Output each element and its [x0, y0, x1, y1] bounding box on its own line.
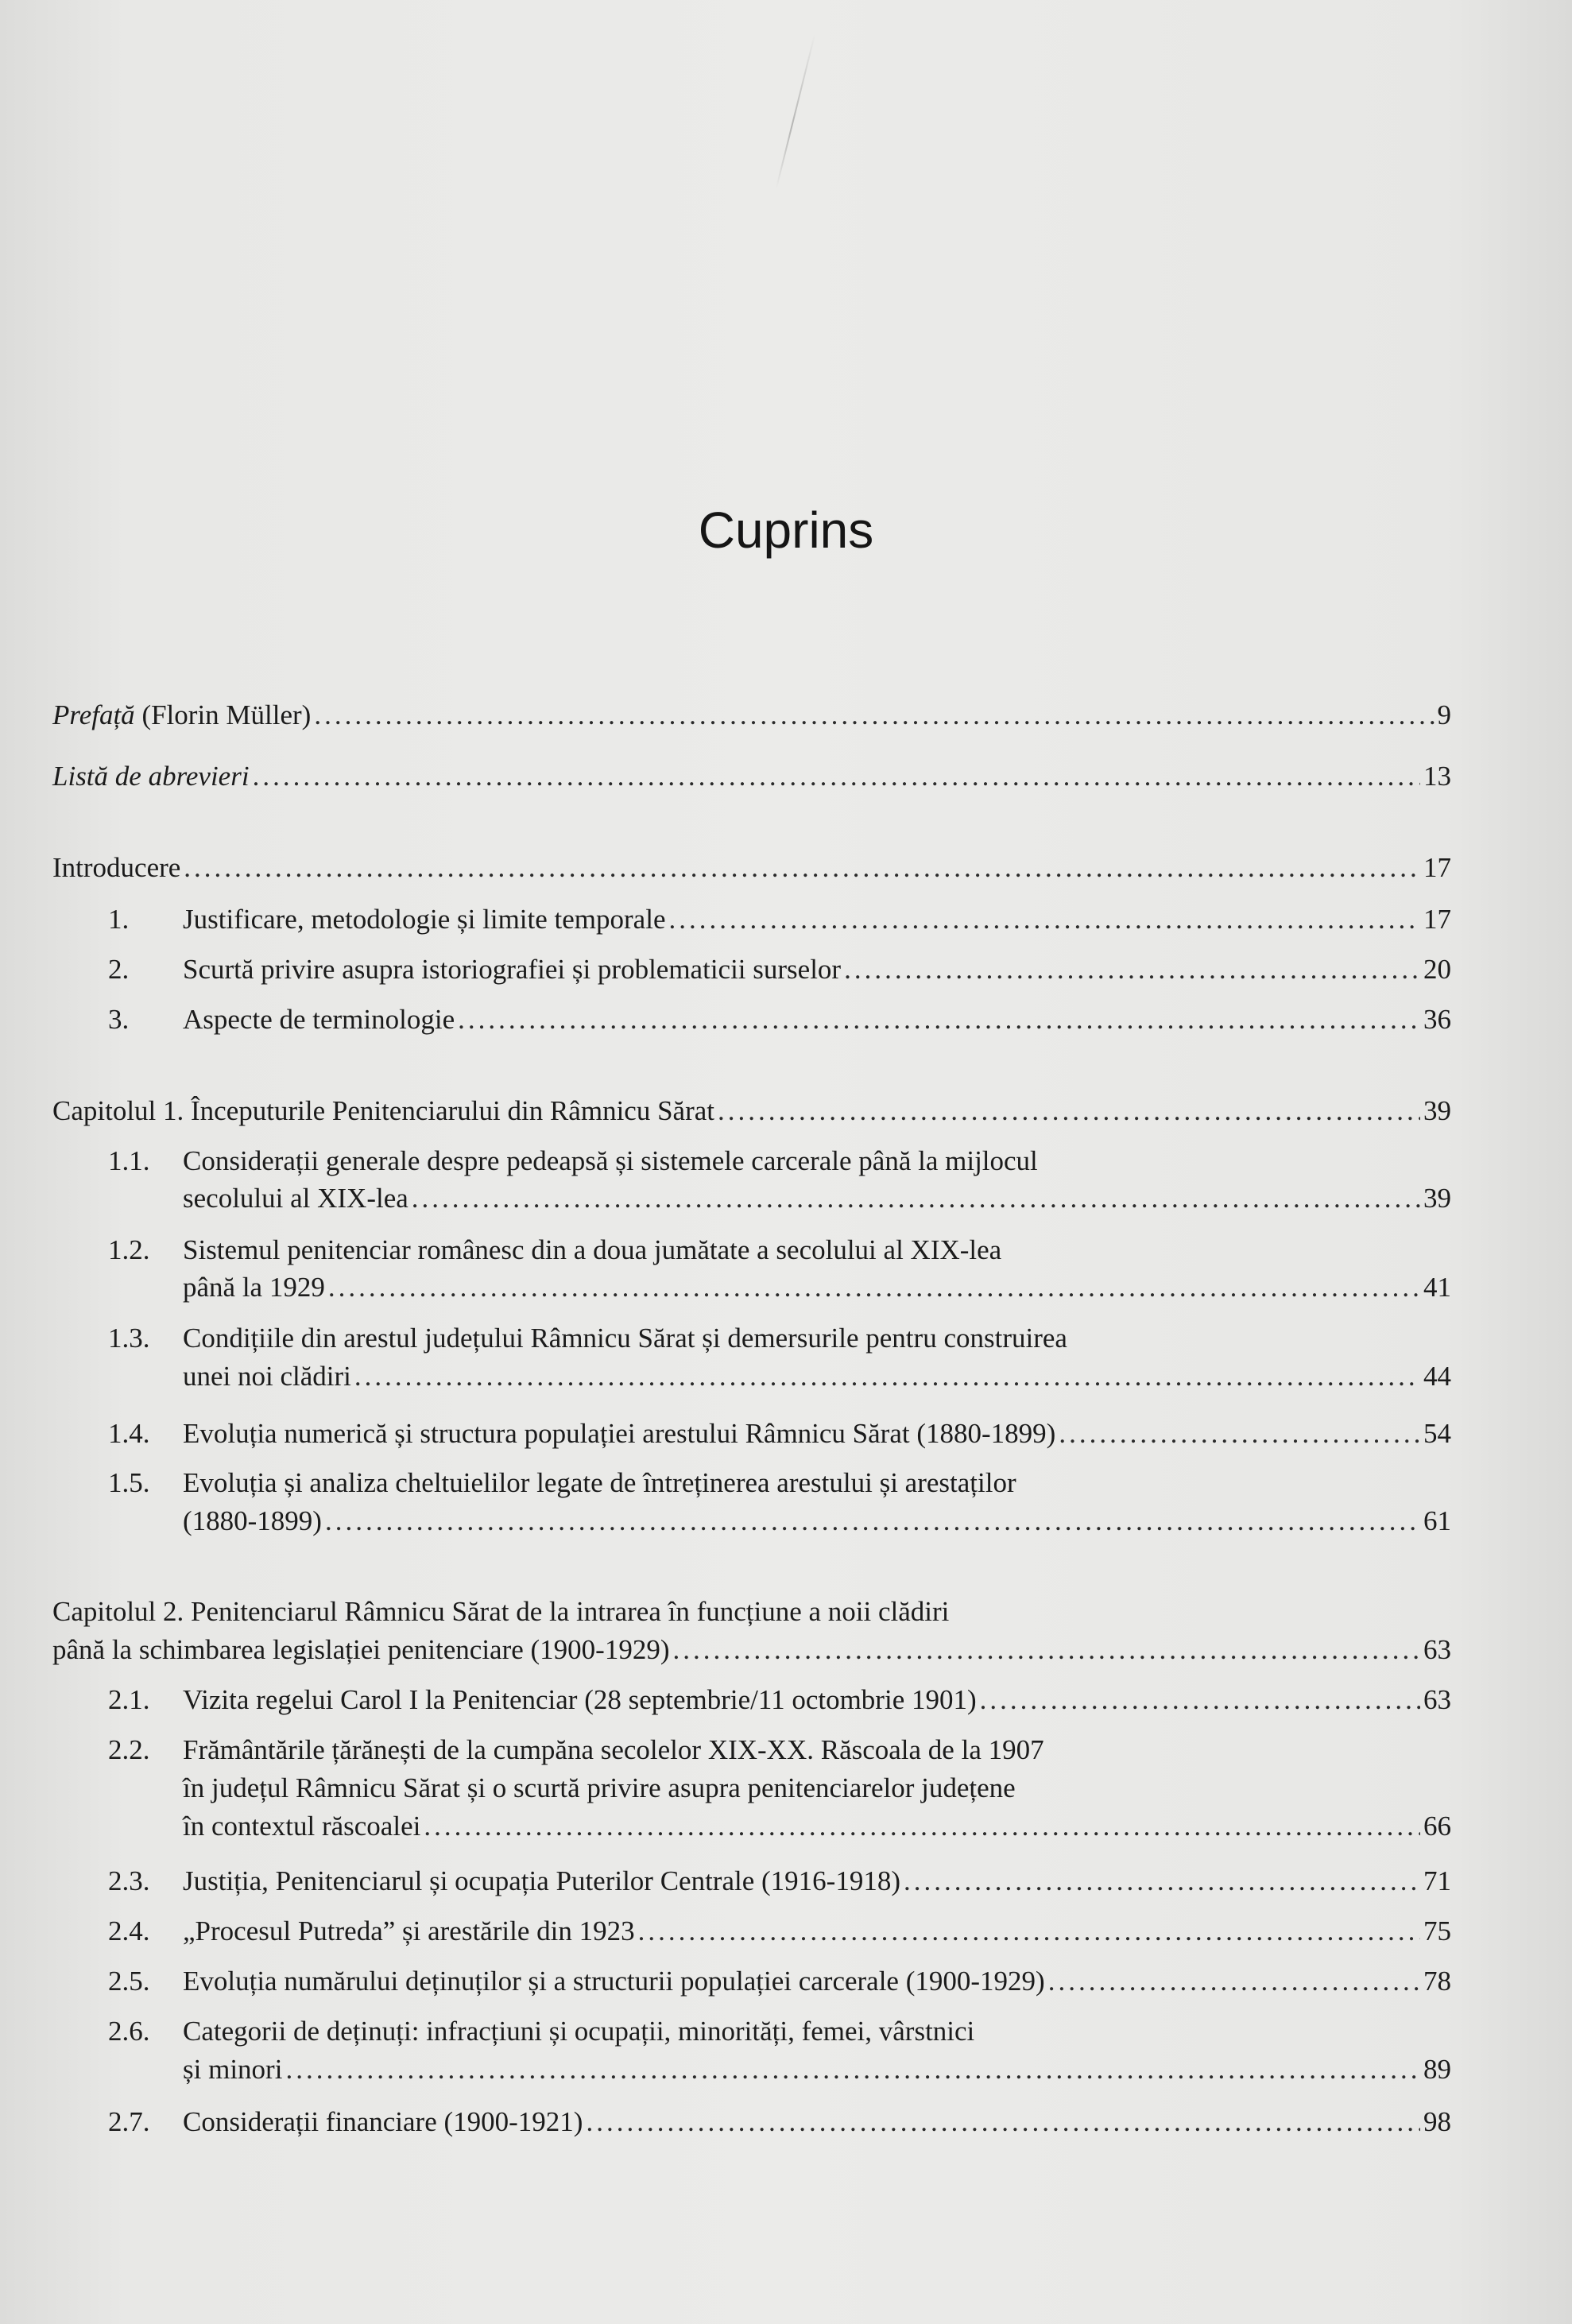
toc-leader-dots	[354, 1358, 1420, 1396]
toc-entry-text: Evoluția numerică și structura populației arestului Râmnicu Sărat (1880-1899)	[183, 1418, 1056, 1449]
toc-entry-cap1-1-continued[interactable]	[183, 1179, 1451, 1218]
toc-leader-dots	[325, 1502, 1420, 1540]
toc-entry-text: și minori	[183, 2054, 283, 2085]
toc-section-number: 2.	[108, 954, 130, 985]
toc-entry-text: secolului al XIX-lea	[183, 1183, 408, 1214]
toc-leader-dots	[458, 1001, 1420, 1039]
toc-page-number: 20	[1423, 954, 1451, 985]
toc-page-number: 63	[1423, 1684, 1451, 1715]
toc-entry-cap1-1[interactable]	[108, 1142, 1451, 1180]
toc-leader-dots	[412, 1179, 1420, 1218]
toc-entry-text: Justiția, Penitenciarul și ocupația Puterilor Centrale (1916-1918)	[183, 1865, 900, 1896]
toc-entry-text: Vizita regelui Carol I la Penitenciar (28 septembrie/11 octombrie 1901)	[183, 1684, 977, 1715]
toc-page-number: 98	[1423, 2106, 1451, 2137]
toc-page-number: 9	[1437, 699, 1451, 730]
toc-section-number: 2.1.	[108, 1684, 150, 1715]
toc-entry-intro-1[interactable]	[108, 901, 1451, 939]
toc-entry-text: în județul Râmnicu Sărat și o scurtă privire asupra penitenciarelor județene	[183, 1772, 1016, 1803]
toc-leader-dots	[328, 1269, 1420, 1307]
toc-entry-cap1-4[interactable]	[108, 1415, 1451, 1453]
page-title: Cuprins	[698, 502, 874, 559]
toc-entry-cap2-6[interactable]	[108, 2012, 1451, 2051]
toc-entry-text: Capitolul 2. Penitenciarul Râmnicu Sărat de la intrarea în funcțiune a noii clădiri	[52, 1596, 950, 1627]
toc-section-number: 2.6.	[108, 2016, 150, 2047]
toc-page-number: 61	[1423, 1505, 1451, 1536]
toc-entry-cap2-3[interactable]	[108, 1862, 1451, 1900]
toc-section-number: 1.	[108, 904, 130, 935]
toc-leader-dots	[1048, 1962, 1420, 2001]
toc-entry-text: Justificare, metodologie și limite temporale	[183, 904, 666, 935]
toc-entry-text: până la schimbarea legislației penitenciare (1900-1929)	[52, 1634, 670, 1665]
toc-entry-capitolul-1[interactable]	[52, 1092, 1451, 1130]
toc-leader-dots	[844, 951, 1420, 989]
toc-leader-dots	[904, 1862, 1420, 1900]
toc-entry-text: Introducere	[52, 852, 181, 883]
toc-leader-dots	[253, 757, 1420, 796]
toc-entry-text: Frământările țărănești de la cumpăna secolelor XIX-XX. Răscoala de la 1907	[183, 1734, 1044, 1765]
toc-entry-author: (Florin Müller)	[134, 699, 312, 730]
toc-page-number: 44	[1423, 1361, 1451, 1392]
toc-leader-dots	[980, 1681, 1420, 1719]
toc-leader-dots	[672, 1631, 1420, 1669]
toc-page-number: 39	[1423, 1183, 1451, 1214]
toc-entry-cap2-2-continued[interactable]	[183, 1769, 1016, 1807]
toc-section-number: 2.4.	[108, 1915, 150, 1946]
toc-entry-prefata[interactable]	[52, 696, 1451, 734]
toc-section-number: 2.5.	[108, 1966, 150, 1997]
toc-page-number: 71	[1423, 1865, 1451, 1896]
toc-leader-dots	[285, 2051, 1420, 2089]
toc-entry-cap1-2[interactable]	[108, 1231, 1451, 1269]
toc-leader-dots	[184, 849, 1420, 887]
toc-entry-capitolul-2[interactable]	[52, 1593, 949, 1631]
toc-entry-cap2-1[interactable]	[108, 1681, 1451, 1719]
toc-section-number: 2.7.	[108, 2106, 150, 2137]
toc-entry-cap2-6-continued[interactable]	[183, 2051, 1451, 2089]
toc-entry-text: „Procesul Putreda” și arestările din 1923	[183, 1915, 635, 1946]
toc-entry-text: Listă de abrevieri	[52, 761, 250, 792]
toc-section-number: 2.2.	[108, 1734, 150, 1765]
toc-entry-text: Aspecte de terminologie	[183, 1004, 455, 1035]
toc-entry-cap2-2[interactable]	[108, 1731, 1451, 1769]
toc-page-number: 63	[1423, 1634, 1451, 1665]
toc-section-number: 1.5.	[108, 1467, 150, 1498]
toc-entry-text: Capitolul 1. Începuturile Penitenciarului din Râmnicu Sărat	[52, 1095, 714, 1126]
toc-entry-cap2-4[interactable]	[108, 1912, 1451, 1950]
toc-page-number: 13	[1423, 761, 1451, 792]
page-scuff-mark	[776, 34, 815, 189]
toc-entry-cap1-5-continued[interactable]	[183, 1502, 1451, 1540]
toc-entry-cap1-2-continued[interactable]	[183, 1269, 1451, 1307]
toc-section-number: 1.4.	[108, 1418, 150, 1449]
toc-entry-text: Prefață	[52, 699, 135, 730]
toc-section-number: 2.3.	[108, 1865, 150, 1896]
toc-section-number: 1.1.	[108, 1145, 150, 1176]
toc-entry-lista-abrevieri[interactable]	[52, 757, 1451, 796]
toc-entry-text: Considerații financiare (1900-1921)	[183, 2106, 583, 2137]
toc-entry-intro-3[interactable]	[108, 1001, 1451, 1039]
toc-entry-intro-2[interactable]	[108, 951, 1451, 989]
toc-entry-cap1-5[interactable]	[108, 1464, 1451, 1502]
toc-page-number: 66	[1423, 1811, 1451, 1842]
toc-entry-text: unei noi clădiri	[183, 1361, 351, 1392]
toc-page-number: 89	[1423, 2054, 1451, 2085]
toc-section-number: 1.2.	[108, 1234, 150, 1265]
toc-page-number: 78	[1423, 1966, 1451, 1997]
toc-entry-text: Sistemul penitenciar românesc din a doua jumătate a secolului al XIX-lea	[183, 1234, 1002, 1265]
toc-section-number: 1.3.	[108, 1323, 150, 1354]
toc-page-number: 17	[1423, 852, 1451, 883]
toc-entry-text: Scurtă privire asupra istoriografiei și problematicii surselor	[183, 954, 842, 985]
toc-leader-dots	[1059, 1415, 1420, 1453]
toc-leader-dots	[586, 2103, 1420, 2141]
toc-entry-capitolul-2-continued[interactable]	[52, 1631, 1451, 1669]
toc-entry-text: Condițiile din arestul județului Râmnicu Sărat și demersurile pentru construirea	[183, 1323, 1067, 1354]
toc-entry-cap2-7[interactable]	[108, 2103, 1451, 2141]
toc-entry-introducere[interactable]	[52, 849, 1451, 887]
toc-leader-dots	[424, 1807, 1420, 1846]
toc-entry-text: Considerații generale despre pedeapsă și sistemele carcerale până la mijlocul	[183, 1145, 1038, 1176]
toc-entry-cap2-5[interactable]	[108, 1962, 1451, 2001]
toc-entry-cap2-2-continued-2[interactable]	[183, 1807, 1451, 1846]
toc-leader-dots	[718, 1092, 1420, 1130]
toc-page-number: 36	[1423, 1004, 1451, 1035]
toc-entry-text: în contextul răscoalei	[183, 1811, 421, 1842]
toc-section-number: 3.	[108, 1004, 130, 1035]
toc-entry-cap1-3[interactable]	[108, 1319, 1451, 1358]
toc-page-number: 17	[1423, 904, 1451, 935]
toc-leader-dots	[314, 696, 1434, 734]
toc-entry-text: Evoluția și analiza cheltuielilor legate de întreținerea arestului și arestaților	[183, 1467, 1016, 1498]
toc-page-number: 41	[1423, 1272, 1451, 1303]
toc-entry-cap1-3-continued[interactable]	[183, 1358, 1451, 1396]
toc-page-number: 39	[1423, 1095, 1451, 1126]
toc-entry-text: până la 1929	[183, 1272, 325, 1303]
toc-entry-text: Evoluția numărului deținuților și a structurii populației carcerale (1900-1929)	[183, 1966, 1045, 1997]
toc-page-number: 54	[1423, 1418, 1451, 1449]
toc-entry-text: Categorii de deținuți: infracțiuni și ocupații, minorități, femei, vârstnici	[183, 2016, 975, 2047]
toc-leader-dots	[638, 1912, 1420, 1950]
toc-leader-dots	[668, 901, 1420, 939]
toc-entry-text: (1880-1899)	[183, 1505, 322, 1536]
toc-page-number: 75	[1423, 1915, 1451, 1946]
